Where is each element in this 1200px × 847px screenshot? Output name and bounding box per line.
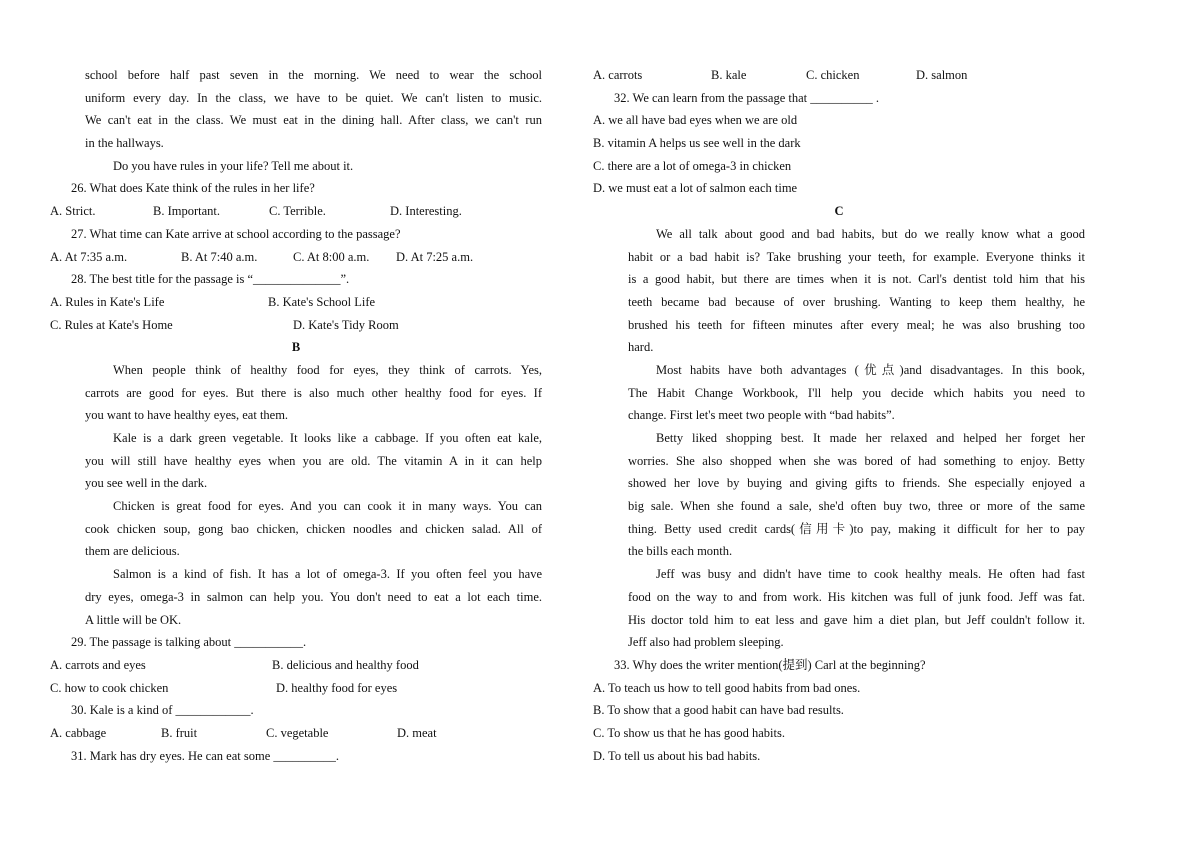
option-a[interactable]: A. To teach us how to tell good habits from bad ones. [593,680,861,695]
left-column [50,64,542,767]
question-30 [50,699,542,744]
question-options [50,314,542,337]
question-26 [50,177,542,222]
passage-line: big sale. When she found a sale, she'd often buy two, three or more of the same [628,499,1085,514]
passage-line: Most habits have both advantages (优点)and disadvantages. In this book, [656,362,1085,377]
option-c[interactable]: C. To show us that he has good habits. [593,725,785,740]
option-d[interactable]: D. meat [397,725,437,740]
passage-line: school before half past seven in the morning. We need to wear the school [85,68,542,82]
option-b[interactable]: B. fruit [161,725,198,740]
option-a[interactable]: A. we all have bad eyes when we are old [593,113,798,128]
passage-line: A little will be OK. [85,612,182,627]
passage-line: brushed his teeth for fifteen minutes after every meal; he was also brushing too [628,317,1085,332]
option-d[interactable]: D. At 7:25 a.m. [396,249,474,264]
option-b[interactable]: B. Important. [153,204,221,219]
question-33 [593,654,1085,767]
section-c-label: C [834,204,844,219]
question-28 [50,268,542,336]
option-c[interactable]: C. At 8:00 a.m. [293,249,370,264]
passage-line: food on the way to and from work. His kitchen was full of junk food. Jeff was fat. [628,589,1085,604]
passage-line: We can't eat in the class. We must eat in the dining hall. After class, we can't run [85,113,542,128]
question-options [50,677,542,700]
passage-line: is a good habit, but there are times when it is not. Carl's dentist told him that his [628,272,1085,287]
passage-a-end [50,64,542,177]
option-c[interactable]: C. Rules at Kate's Home [50,317,173,332]
question-31-options [593,64,1085,87]
passage-line: Do you have rules in your life? Tell me about it. [113,158,354,173]
passage-line: habit or a bad habit is? Take brushing your teeth, for example. Everyone thinks it [628,249,1085,264]
passage-line: them are delicious. [85,544,180,559]
passage-line: cook chicken soup, gong bao chicken, chicken noodles and chicken salad. All of [85,521,542,536]
option-c[interactable]: C. there are a lot of omega-3 in chicken [593,158,792,173]
passage-line: We all talk about good and bad habits, but do we really know what a good [656,226,1085,241]
option-b[interactable]: B. At 7:40 a.m. [181,249,258,264]
option-a[interactable]: A. Rules in Kate's Life [50,294,165,309]
passage-line: Salmon is a kind of fish. It has a lot of omega-3. If you often feel you have [113,567,542,582]
passage-line: Chicken is great food for eyes. And you can cook it in many ways. You can [113,499,542,514]
passage-line: teeth became bad because of over brushing. Wanting to keep them healthy, he [628,294,1085,309]
question-stem: 28. The best title for the passage is “______________”. [71,272,350,287]
question-stem: 30. Kale is a kind of ____________. [71,703,254,718]
option-d[interactable]: D. Kate's Tidy Room [293,317,399,332]
question-stem: 29. The passage is talking about ___________. [71,635,307,650]
option-c[interactable]: C. Terrible. [269,204,326,219]
question-31 [50,745,542,768]
option-a[interactable]: A. carrots [593,68,643,82]
option-a[interactable]: A. carrots and eyes [50,657,146,672]
option-b[interactable]: B. Kate's School Life [268,294,376,309]
passage-line: in the hallways. [85,136,164,151]
passage-line: When people think of healthy food for eyes, they think of carrots. Yes, [113,362,542,377]
question-27 [50,223,542,268]
question-stem: 26. What does Kate think of the rules in her life? [71,181,315,196]
passage-line: the bills each month. [628,544,733,559]
passage-line: Kale is a dark green vegetable. It looks like a cabbage. If you often eat kale, [113,431,542,445]
passage-line: uniform every day. In the class, we have to be quiet. We can't listen to music. [85,90,542,105]
option-a[interactable]: A. Strict. [50,204,96,219]
passage-line: worries. She also shopped when she was bored of had something to enjoy. Betty [628,453,1085,468]
option-d[interactable]: D. we must eat a lot of salmon each time [593,181,798,196]
passage-line: hard. [628,340,654,355]
passage-line: you want to have healthy eyes, eat them. [85,408,289,423]
passage-b [50,359,542,631]
question-options [50,246,542,269]
passage-line: His doctor told him to eat less and gave him a diet plan, but Jeff couldn't follow it. [628,612,1085,627]
passage-line: showed her love by buying and giving gifts to friends. She especially enjoyed a [628,476,1085,491]
passage-line: change. First let's meet two people with “bad habits”. [628,408,895,423]
question-32 [593,87,1085,200]
passage-line: thing. Betty used credit cards(信用卡)to pay, making it difficult for her to pay [628,521,1085,536]
option-c[interactable]: C. how to cook chicken [50,680,169,695]
question-29 [50,631,542,699]
option-c[interactable]: C. vegetable [266,725,329,740]
passage-line: dry eyes, omega-3 in salmon can help you. You don't need to eat a lot each time. [85,589,542,604]
question-options [50,291,542,314]
option-d[interactable]: D. Interesting. [390,204,462,219]
passage-line: Jeff also had problem sleeping. [628,635,784,650]
passage-line: you will still have healthy eyes when you are old. The vitamin A in it can help [85,453,542,468]
option-b[interactable]: B. To show that a good habit can have bad results. [593,703,844,718]
passage-line: you see well in the dark. [85,476,208,491]
option-b[interactable]: B. delicious and healthy food [272,657,419,672]
option-a[interactable]: A. At 7:35 a.m. [50,249,128,264]
question-stem: 31. Mark has dry eyes. He can eat some __________. [71,748,339,763]
option-a[interactable]: A. cabbage [50,725,107,740]
passage-line: Betty liked shopping best. It made her relaxed and helped her forget her [656,431,1085,445]
question-stem: 32. We can learn from the passage that __________ . [614,90,880,105]
option-b[interactable]: B. vitamin A helps us see well in the dark [593,136,801,151]
option-d[interactable]: D. salmon [916,68,968,82]
passage-line: Jeff was busy and didn't have time to cook healthy meals. He often had fast [656,567,1085,582]
option-d[interactable]: D. To tell us about his bad habits. [593,748,761,763]
question-stem: 33. Why does the writer mention(提到) Carl at the beginning? [614,657,926,672]
question-options [50,654,542,677]
passage-line: The Habit Change Workbook, I'll help you decide which habits you need to [628,385,1085,400]
passage-line: carrots are good for eyes. But there is also much other healthy food for eyes. If [85,385,542,400]
section-b-label: B [291,340,301,355]
option-b[interactable]: B. kale [711,68,747,82]
question-options [50,200,542,223]
option-c[interactable]: C. chicken [806,68,860,82]
question-options [50,722,542,745]
passage-c [593,223,1085,654]
right-column [593,64,1085,767]
question-stem: 27. What time can Kate arrive at school according to the passage? [71,226,401,241]
option-d[interactable]: D. healthy food for eyes [276,680,398,695]
